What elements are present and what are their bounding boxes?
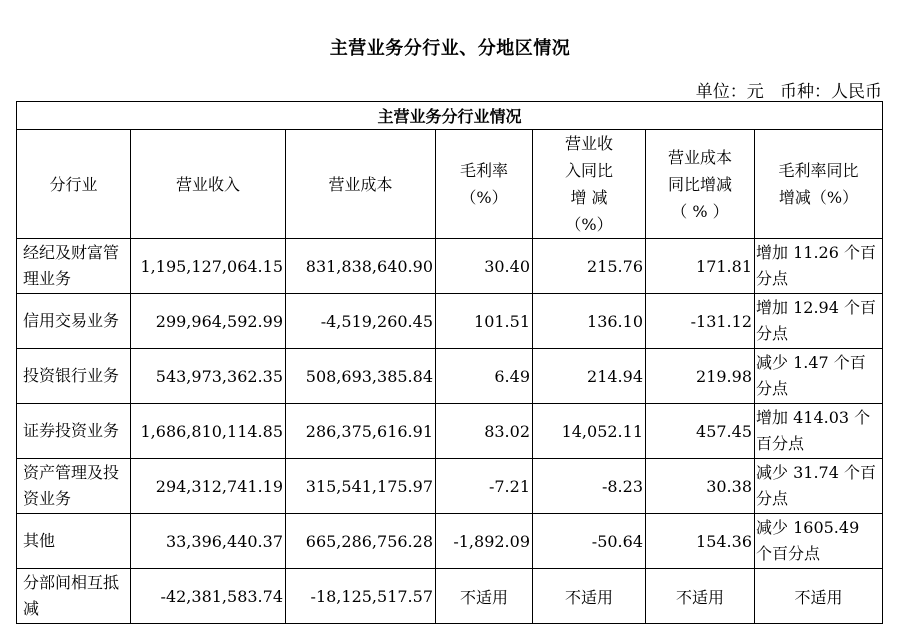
value-cell: -8.23 [533,459,646,514]
header-cost-yoy: 营业成本 同比增减 （ % ） [646,130,755,239]
currency-unit-line: 单位：元 币种：人民币 [695,82,882,102]
value-cell: 543,973,362.35 [131,349,286,404]
value-cell: -131.12 [646,294,755,349]
value-cell: 不适用 [646,569,755,624]
value-cell: 136.10 [533,294,646,349]
margin-change-cell: 减少 31.74 个百分点 [755,459,883,514]
table-row [17,404,883,459]
value-cell: 214.94 [533,349,646,404]
table-row [17,239,883,294]
value-cell: 不适用 [533,569,646,624]
value-cell: -42,381,583.74 [131,569,286,624]
value-cell: 299,964,592.99 [131,294,286,349]
segment-name-cell: 经纪及财富管理业务 [17,239,131,294]
value-cell: -50.64 [533,514,646,569]
header-revenue: 营业收入 [131,130,286,239]
segment-revenue-table [16,101,883,624]
value-cell: 219.98 [646,349,755,404]
value-cell: 665,286,756.28 [286,514,436,569]
margin-change-cell: 增加 12.94 个百分点 [755,294,883,349]
header-gross-margin: 毛利率 （%） [436,130,533,239]
value-cell: 508,693,385.84 [286,349,436,404]
value-cell: 215.76 [533,239,646,294]
table-header-row [17,130,883,239]
value-cell: 154.36 [646,514,755,569]
segment-name-cell: 资产管理及投资业务 [17,459,131,514]
value-cell: 30.38 [646,459,755,514]
value-cell: 83.02 [436,404,533,459]
table-row [17,514,883,569]
margin-change-cell: 减少 1605.49 个百分点 [755,514,883,569]
value-cell: 33,396,440.37 [131,514,286,569]
margin-change-cell: 减少 1.47 个百分点 [755,349,883,404]
segment-name-cell: 信用交易业务 [17,294,131,349]
segment-name-cell: 证券投资业务 [17,404,131,459]
value-cell: -7.21 [436,459,533,514]
segment-name-cell: 其他 [17,514,131,569]
segment-name-cell: 分部间相互抵减 [17,569,131,624]
value-cell: 315,541,175.97 [286,459,436,514]
value-cell: -1,892.09 [436,514,533,569]
header-cost: 营业成本 [286,130,436,239]
value-cell: 6.49 [436,349,533,404]
value-cell: 不适用 [436,569,533,624]
page-title: 主营业务分行业、分地区情况 [329,38,571,59]
value-cell: 171.81 [646,239,755,294]
value-cell: 286,375,616.91 [286,404,436,459]
margin-change-cell: 不适用 [755,569,883,624]
table-row [17,569,883,624]
value-cell: 1,195,127,064.15 [131,239,286,294]
table-row [17,459,883,514]
segment-name-cell: 投资银行业务 [17,349,131,404]
value-cell: 14,052.11 [533,404,646,459]
value-cell: 1,686,810,114.85 [131,404,286,459]
header-segment: 分行业 [17,130,131,239]
value-cell: 457.45 [646,404,755,459]
value-cell: -18,125,517.57 [286,569,436,624]
table-section-title: 主营业务分行业情况 [17,102,883,130]
table-row [17,349,883,404]
margin-change-cell: 增加 11.26 个百分点 [755,239,883,294]
header-revenue-yoy: 营业收 入同比 增 减 （%） [533,130,646,239]
value-cell: -4,519,260.45 [286,294,436,349]
value-cell: 30.40 [436,239,533,294]
table-row [17,294,883,349]
value-cell: 101.51 [436,294,533,349]
value-cell: 294,312,741.19 [131,459,286,514]
header-margin-yoy: 毛利率同比 增减（%） [755,130,883,239]
value-cell: 831,838,640.90 [286,239,436,294]
margin-change-cell: 增加 414.03 个百分点 [755,404,883,459]
